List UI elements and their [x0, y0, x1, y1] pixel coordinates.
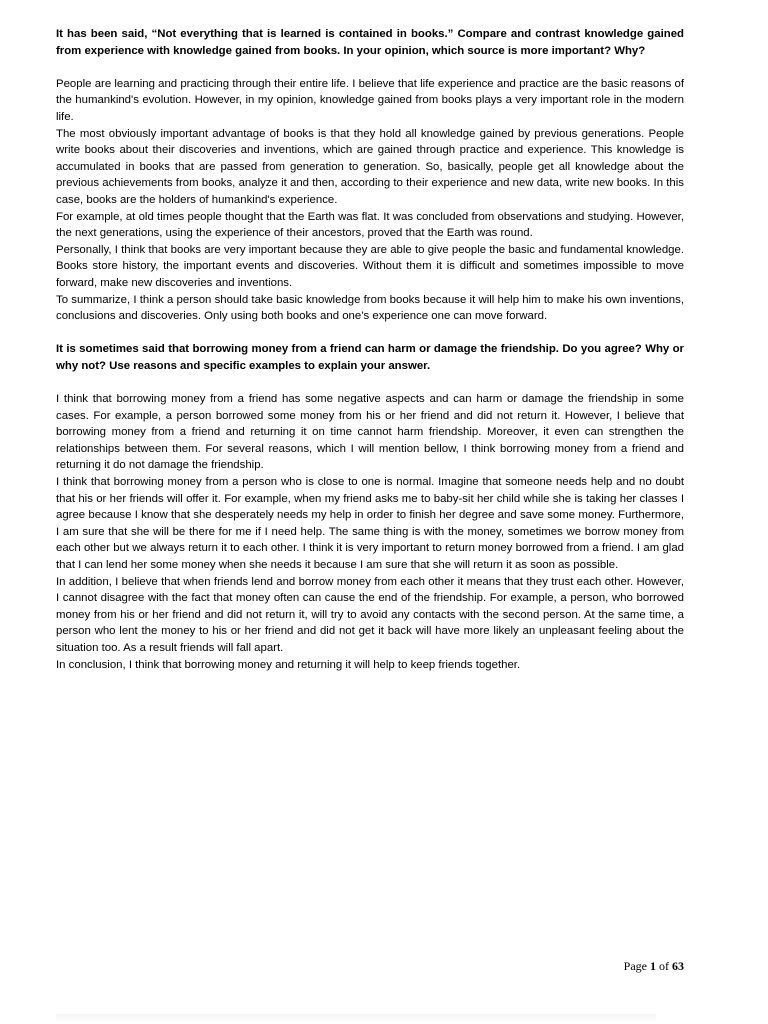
essay-1-paragraph-3: For example, at old times people thought that the Earth was flat. It was concluded from observations and studying. However, the next generations, using the experience of their ancestors, proved that the Earth was round.: [56, 210, 684, 240]
essay-2-paragraph-2: I think that borrowing money from a person who is close to one is normal. Imagine that someone needs help and no doubt that his or her friends will offer it. For example, when my friend asks me to baby-sit her child while she is taking her classes I agree because I know that she desperately needs my help in order to finish her degree and save some money. Furthermore, I am sure that she will be there for me if I need help. The same thing is with the money, sometimes we borrow money from each other but we always return it to each other. I think it is very important to return money borrowed from a friend. I am glad that I can lend her some money when she needs it because I am sure that she will return it as soon as possible.: [56, 476, 684, 571]
essay-1-question: It has been said, “Not everything that is learned is contained in books.” Compare and contrast knowledge gained from experience with knowledge gained from books. In your opinion, which source is more important? Why?: [56, 28, 684, 57]
essay-2-paragraph-3: In addition, I believe that when friends lend and borrow money from each other it means that they trust each other. However, I cannot disagree with the fact that money often can cause the end of the friendship. For example, a person, who borrowed money from his or her friend and did not return it, will try to avoid any contacts with the second person. At the same time, a person who lent the money to his or her friend and did not get it back will have more likely an unpleasant feeling about the situation too. As a result friends will fall apart.: [56, 575, 684, 654]
essay-1-paragraph-2: The most obviously important advantage of books is that they hold all knowledge gained by previous generations. People write books about their discoveries and inventions, which are gained through practice and experience. This knowledge is accumulated in books that are passed from generation to generation. So, basically, people get all knowledge about the previous achievements from books, analyze it and then, according to their experience and new data, write new books. In this case, books are the holders of humankind's experience.: [56, 127, 684, 206]
essay-1-paragraph-5: To summarize, I think a person should take basic knowledge from books because it will help him to make his own inventions, conclusions and discoveries. Only using both books and one’s experience one can move forward.: [56, 293, 684, 323]
essay-1-paragraph-1: People are learning and practicing through their entire life. I believe that life experience and practice are the basic reasons of the humankind's evolution. However, in my opinion, knowledge gained from books plays a very important role in the modern life.: [56, 77, 684, 123]
essay-1-paragraph-4: Personally, I think that books are very important because they are able to give people the basic and fundamental knowledge. Books store history, the important events and discoveries. Without them it is difficult and sometimes impossible to move forward, make new discoveries and inventions.: [56, 243, 684, 289]
spacer: [56, 374, 684, 391]
document-body: [56, 26, 684, 673]
page-label: Page: [623, 959, 647, 973]
spacer: [56, 325, 684, 342]
essay-2-paragraph-1: I think that borrowing money from a friend has some negative aspects and can harm or damage the friendship in some cases. For example, a person borrowed some money from his or her friend and did not return it. However, I believe that borrowing money from a friend and returning it on time cannot harm friendship. Moreover, it even can strengthen the relationships between them. For several reasons, which I will mention bellow, I think borrowing money from a friend and returning it do not damage the friendship.: [56, 393, 684, 472]
of-label: of: [659, 959, 669, 973]
current-page-number: 1: [650, 959, 656, 973]
essay-2-question: It is sometimes said that borrowing money from a friend can harm or damage the friendship. Do you agree? Why or why not? Use reasons and specific examples to explain your answer.: [56, 343, 684, 372]
next-page-edge: [56, 1014, 656, 1024]
essay-2-paragraph-4: In conclusion, I think that borrowing money and returning it will help to keep friends together.: [56, 658, 521, 671]
page-number: [624, 958, 684, 974]
total-pages-number: 63: [672, 959, 684, 973]
spacer: [56, 59, 684, 76]
